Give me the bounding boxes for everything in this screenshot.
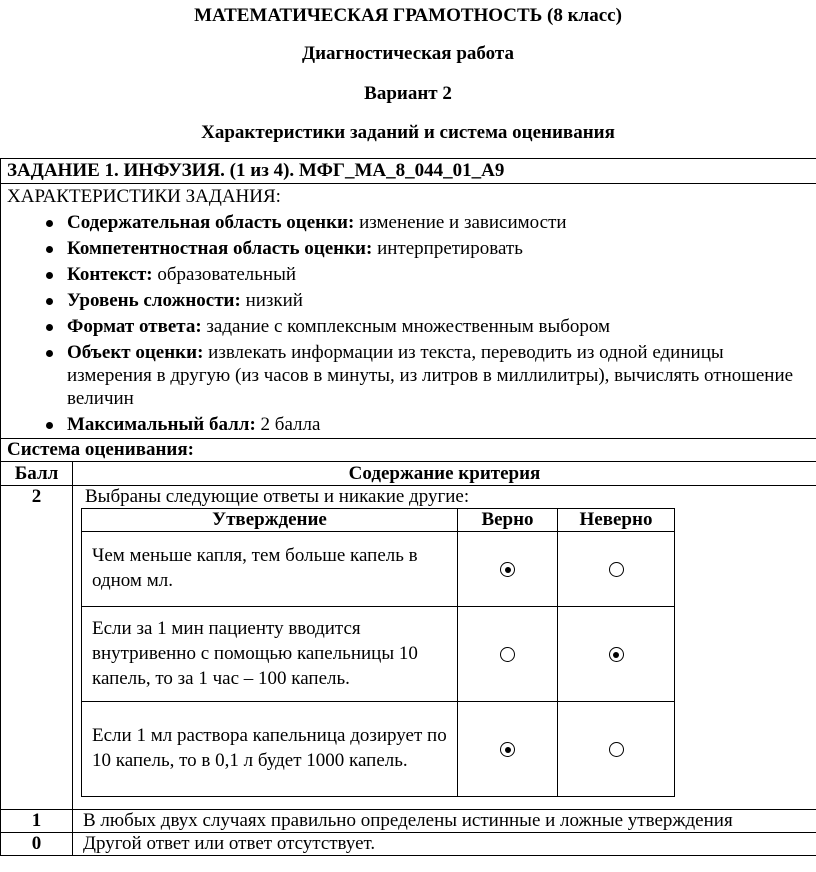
false-cell [558, 607, 675, 702]
false-cell [558, 702, 675, 797]
radio-empty-icon [609, 742, 624, 757]
true-column-header: Верно [458, 509, 558, 532]
criteria-text: В любых двух случаях правильно определены истинные и ложные утверждения [73, 810, 816, 833]
true-cell [458, 607, 558, 702]
scoring-row [1, 810, 816, 833]
scoring-heading: Система оценивания: [1, 439, 816, 462]
task-table [0, 158, 816, 856]
bullet-icon [46, 324, 53, 331]
task-title: ЗАДАНИЕ 1. ИНФУЗИЯ. (1 из 4). МФГ_МА_8_044_01_А9 [1, 159, 816, 184]
false-cell [558, 532, 675, 607]
bullet-icon [46, 220, 53, 227]
characteristic-item: Объект оценки: извлекать информации из текста, переводить из одной единицы измерения в другую (из часов в минуты, из литров в миллилитры), вычислять отношение величин [1, 341, 816, 410]
bullet-icon [46, 272, 53, 279]
scoring-row [1, 833, 816, 856]
statement-text: Если за 1 мин пациенту вводится внутривенно с помощью капельницы 10 капель, то за 1 час – 100 капель. [82, 607, 458, 702]
scoring-row [1, 486, 816, 810]
criteria-text: Выбраны следующие ответы и никакие другие: [85, 486, 470, 507]
document-title: МАТЕМАТИЧЕСКАЯ ГРАМОТНОСТЬ (8 класс) [194, 5, 622, 26]
characteristics-heading: ХАРАКТЕРИСТИКИ ЗАДАНИЯ: [7, 186, 281, 207]
section-title: Характеристики заданий и система оценивания [201, 122, 615, 143]
true-cell [458, 532, 558, 607]
criteria-text: Другой ответ или ответ отсутствует. [73, 833, 816, 856]
characteristic-item: Формат ответа: задание с комплексным множественным выбором [1, 315, 816, 338]
radio-selected-icon [609, 647, 624, 662]
variant-label: Вариант 2 [364, 83, 452, 104]
score-value: 0 [1, 833, 73, 856]
radio-selected-icon [500, 562, 515, 577]
answer-row [82, 607, 675, 702]
score-column-header: Балл [1, 462, 73, 486]
characteristic-item: Контекст: образовательный [1, 263, 816, 286]
characteristic-item: Уровень сложности: низкий [1, 289, 816, 312]
characteristics-list [1, 211, 816, 436]
bullet-icon [46, 350, 53, 357]
score-value: 1 [1, 810, 73, 833]
answer-row [82, 702, 675, 797]
false-column-header: Неверно [558, 509, 675, 532]
task-characteristics [1, 184, 816, 439]
characteristic-item: Содержательная область оценки: изменение и зависимости [1, 211, 816, 234]
characteristic-item: Компетентностная область оценки: интерпретировать [1, 237, 816, 260]
characteristic-item: Максимальный балл: 2 балла [1, 413, 816, 436]
score-value: 2 [1, 486, 73, 810]
statement-text: Если 1 мл раствора капельница дозирует по 10 капель, то в 0,1 л будет 1000 капель. [82, 702, 458, 797]
criteria-cell [73, 486, 816, 810]
answer-row [82, 532, 675, 607]
document-subtitle: Диагностическая работа [302, 43, 514, 64]
radio-empty-icon [500, 647, 515, 662]
bullet-icon [46, 246, 53, 253]
radio-selected-icon [500, 742, 515, 757]
true-cell [458, 702, 558, 797]
statement-text: Чем меньше капля, тем больше капель в одном мл. [82, 532, 458, 607]
radio-empty-icon [609, 562, 624, 577]
bullet-icon [46, 422, 53, 429]
statement-column-header: Утверждение [82, 509, 458, 532]
criteria-column-header: Содержание критерия [73, 462, 816, 486]
answer-table [81, 508, 675, 797]
bullet-icon [46, 298, 53, 305]
